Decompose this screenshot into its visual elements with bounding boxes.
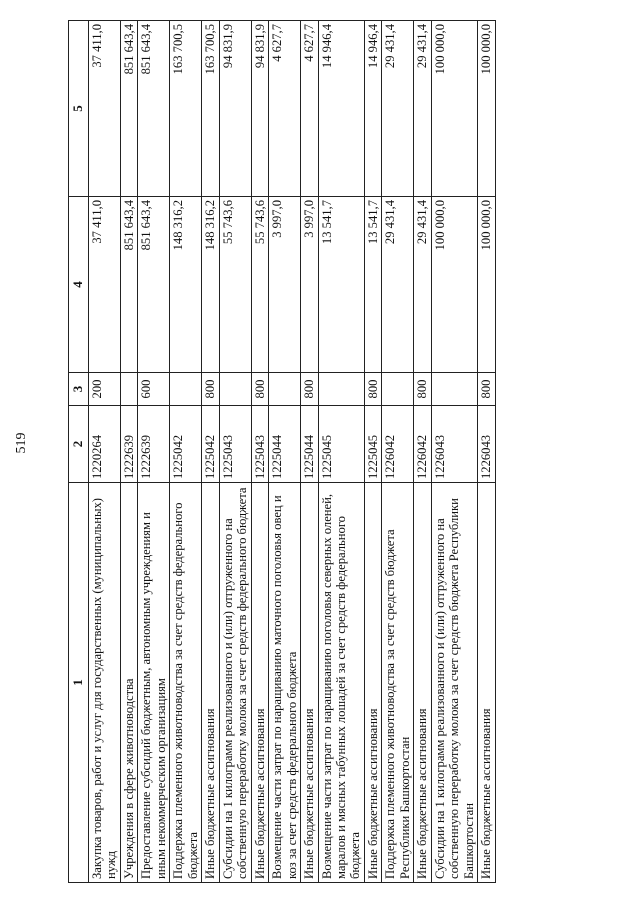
header-col-2: 2: [69, 406, 89, 483]
table-row: [88, 21, 120, 883]
row-expense-type-cell: 800: [251, 373, 268, 406]
row-expense-type-cell: [170, 373, 202, 406]
table-row: [301, 21, 318, 883]
header-col-1: 1: [69, 483, 89, 883]
row-expense-type-cell: [431, 373, 477, 406]
row-expense-type-cell: 800: [202, 373, 219, 406]
row-name-cell: Поддержка племенного животноводства за счет средств бюджета Республики Башкортостан: [382, 483, 414, 883]
table-row: [414, 21, 431, 883]
row-amount-col4-cell: 13 541,7: [364, 197, 381, 373]
row-code-cell: 1225045: [364, 406, 381, 483]
row-expense-type-cell: [318, 373, 364, 406]
row-amount-col4-cell: 37 411,0: [88, 197, 120, 373]
row-expense-type-cell: [382, 373, 414, 406]
row-name-cell: Иные бюджетные ассигнования: [202, 483, 219, 883]
row-code-cell: 1226043: [478, 406, 495, 483]
table-row: [318, 21, 364, 883]
row-name-cell: Иные бюджетные ассигнования: [251, 483, 268, 883]
table-row: [478, 21, 495, 883]
row-name-cell: Поддержка племенного животноводства за счет средств федерального бюджета: [170, 483, 202, 883]
row-amount-col4-cell: 148 316,2: [202, 197, 219, 373]
row-code-cell: 1225042: [170, 406, 202, 483]
row-name-cell: Иные бюджетные ассигнования: [478, 483, 495, 883]
row-expense-type-cell: [269, 373, 301, 406]
row-amount-col4-cell: 148 316,2: [170, 197, 202, 373]
header-col-4: 4: [69, 197, 89, 373]
row-expense-type-cell: 200: [88, 373, 120, 406]
header-col-5: 5: [69, 21, 89, 197]
header-row: [69, 21, 89, 883]
row-amount-col5-cell: 163 700,5: [170, 21, 202, 197]
row-amount-col5-cell: 4 627,7: [269, 21, 301, 197]
row-amount-col5-cell: 100 000,0: [431, 21, 477, 197]
row-amount-col4-cell: 55 743,6: [219, 197, 251, 373]
row-amount-col4-cell: 851 643,4: [138, 197, 170, 373]
row-code-cell: 1225045: [318, 406, 364, 483]
header-col-3: 3: [69, 373, 89, 406]
row-code-cell: 1226042: [414, 406, 431, 483]
row-amount-col5-cell: 14 946,4: [318, 21, 364, 197]
table-row: [431, 21, 477, 883]
row-expense-type-cell: 800: [478, 373, 495, 406]
row-amount-col4-cell: 13 541,7: [318, 197, 364, 373]
row-amount-col5-cell: 37 411,0: [88, 21, 120, 197]
row-name-cell: Учреждения в сфере животноводства: [120, 483, 137, 883]
table-row: [138, 21, 170, 883]
row-code-cell: 1225044: [269, 406, 301, 483]
row-amount-col4-cell: 3 997,0: [301, 197, 318, 373]
row-expense-type-cell: 800: [364, 373, 381, 406]
row-amount-col4-cell: 100 000,0: [478, 197, 495, 373]
row-expense-type-cell: 800: [414, 373, 431, 406]
row-amount-col5-cell: 163 700,5: [202, 21, 219, 197]
row-name-cell: Закупка товаров, работ и услуг для государственных (муниципальных) нужд: [88, 483, 120, 883]
table-row: [120, 21, 137, 883]
row-name-cell: Иные бюджетные ассигнования: [414, 483, 431, 883]
row-amount-col4-cell: 29 431,4: [382, 197, 414, 373]
row-code-cell: 1222639: [138, 406, 170, 483]
row-amount-col4-cell: 100 000,0: [431, 197, 477, 373]
budget-table: [68, 20, 496, 883]
row-name-cell: Субсидии на 1 килограмм реализованного и (или) отгруженного на собственную переработку молока за счет средств бюджета Республики Башкортостан: [431, 483, 477, 883]
table-row: [364, 21, 381, 883]
row-amount-col5-cell: 851 643,4: [138, 21, 170, 197]
row-code-cell: 1220264: [88, 406, 120, 483]
row-amount-col4-cell: 851 643,4: [120, 197, 137, 373]
row-code-cell: 1226042: [382, 406, 414, 483]
row-amount-col5-cell: 29 431,4: [414, 21, 431, 197]
row-amount-col5-cell: 14 946,4: [364, 21, 381, 197]
table-body: [88, 21, 495, 883]
row-amount-col4-cell: 55 743,6: [251, 197, 268, 373]
row-code-cell: 1222639: [120, 406, 137, 483]
row-name-cell: Иные бюджетные ассигнования: [364, 483, 381, 883]
row-expense-type-cell: [219, 373, 251, 406]
row-amount-col5-cell: 94 831,9: [219, 21, 251, 197]
row-amount-col5-cell: 100 000,0: [478, 21, 495, 197]
table-row: [382, 21, 414, 883]
row-code-cell: 1225042: [202, 406, 219, 483]
row-code-cell: 1225043: [251, 406, 268, 483]
table-header: [69, 21, 89, 883]
row-amount-col5-cell: 851 643,4: [120, 21, 137, 197]
row-expense-type-cell: 600: [138, 373, 170, 406]
row-amount-col5-cell: 94 831,9: [251, 21, 268, 197]
row-code-cell: 1226043: [431, 406, 477, 483]
row-expense-type-cell: 800: [301, 373, 318, 406]
row-name-cell: Иные бюджетные ассигнования: [301, 483, 318, 883]
row-name-cell: Субсидии на 1 килограмм реализованного и (или) отгруженного на собственную переработку молока за счет средств федерального бюджета: [219, 483, 251, 883]
row-name-cell: Предоставление субсидий бюджетным, автономным учреждениям и иным некоммерческим организациям: [138, 483, 170, 883]
row-code-cell: 1225043: [219, 406, 251, 483]
page-number: 519: [14, 432, 29, 454]
row-code-cell: 1225044: [301, 406, 318, 483]
table-row: [202, 21, 219, 883]
row-name-cell: Возмещение части затрат по наращиванию поголовья северных оленей, маралов и мясных табунных лошадей за счет средств федерального бюджета: [318, 483, 364, 883]
row-amount-col5-cell: 4 627,7: [301, 21, 318, 197]
row-expense-type-cell: [120, 373, 137, 406]
table-row: [219, 21, 251, 883]
table-row: [251, 21, 268, 883]
table-row: [269, 21, 301, 883]
row-amount-col4-cell: 29 431,4: [414, 197, 431, 373]
row-name-cell: Возмещение части затрат по наращиванию маточного поголовья овец и коз за счет средств федерального бюджета: [269, 483, 301, 883]
table-row: [170, 21, 202, 883]
row-amount-col5-cell: 29 431,4: [382, 21, 414, 197]
row-amount-col4-cell: 3 997,0: [269, 197, 301, 373]
